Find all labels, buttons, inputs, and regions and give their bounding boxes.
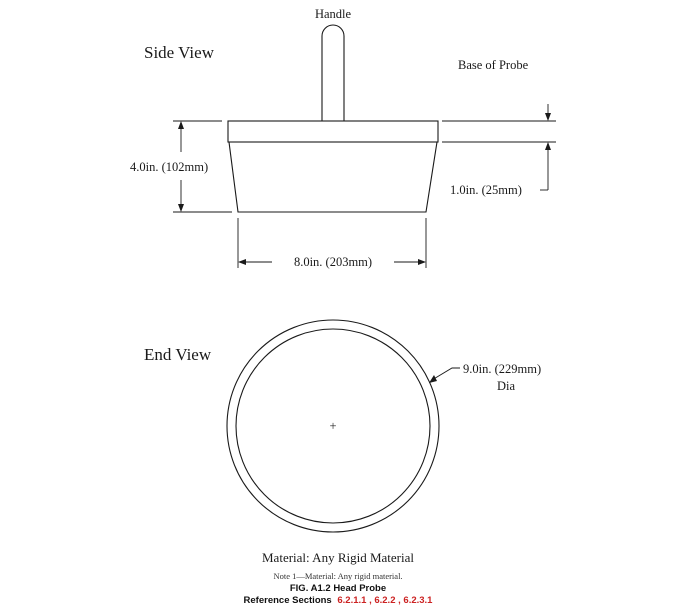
reference-sections: Reference Sections 6.2.1.1 , 6.2.2 , 6.2.3.1 — [243, 595, 433, 606]
width-dimension — [238, 218, 426, 269]
height-label: 4.0in. (102mm) — [130, 160, 209, 174]
diameter-leader — [429, 368, 460, 383]
reference-section-3[interactable]: 6.2.3.1 — [403, 595, 433, 606]
base-thickness-label: 1.0in. (25mm) — [450, 183, 522, 197]
reference-section-1[interactable]: 6.2.1.1 — [337, 595, 367, 606]
width-label: 8.0in. (203mm) — [293, 255, 373, 269]
note-label: Note 1—Material: Any rigid material. — [273, 571, 403, 581]
figure-title: FIG. A1.2 Head Probe — [289, 583, 387, 594]
material-label: Material: Any Rigid Material — [262, 550, 414, 565]
height-dimension — [130, 121, 232, 212]
probe-base-plate — [228, 121, 438, 142]
handle-shape — [322, 25, 344, 121]
reference-prefix: Reference Sections — [243, 595, 332, 606]
probe-tapered-body — [229, 142, 437, 212]
side-view-title: Side View — [144, 43, 214, 62]
base-thickness-dimension — [450, 104, 551, 197]
handle-label: Handle — [314, 7, 352, 21]
end-view-title: End View — [144, 345, 212, 364]
center-mark: + — [329, 419, 337, 433]
side-view — [130, 7, 556, 269]
reference-section-2[interactable]: 6.2.2 — [374, 595, 396, 606]
base-of-probe-label: Base of Probe — [458, 58, 529, 72]
diameter-suffix: Dia — [496, 379, 516, 393]
end-view — [144, 320, 541, 532]
caption-block — [244, 550, 434, 606]
diameter-label: 9.0in. (229mm) — [463, 362, 542, 376]
